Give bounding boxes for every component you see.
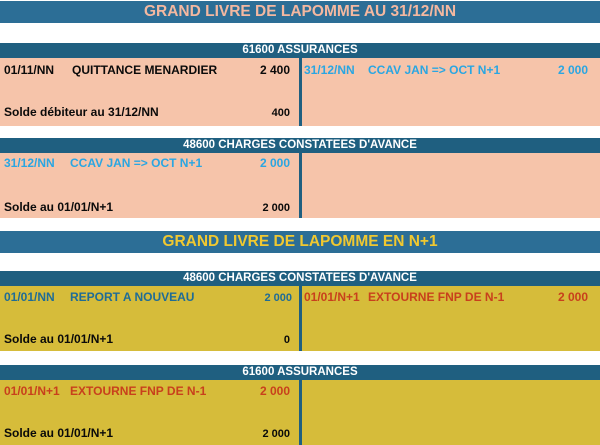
balance-label: Solde au 01/01/N+1 <box>4 426 114 440</box>
debit-label: QUITTANCE MENARDIER <box>72 63 218 77</box>
ledger-48600-year-end <box>0 138 600 218</box>
credit-amount: 2 000 <box>557 290 588 304</box>
debit-amount: 2 000 <box>259 384 290 398</box>
ledger-header: 61600 ASSURANCES <box>0 365 600 380</box>
debit-label: EXTOURNE FNP DE N-1 <box>70 384 207 398</box>
balance-amount: 0 <box>283 334 290 346</box>
balance-amount: 2 000 <box>262 428 290 440</box>
balance-label: Solde au 01/01/N+1 <box>4 200 114 214</box>
ledger-48600-next-year <box>0 271 600 351</box>
ledger-divider <box>299 286 302 351</box>
banner-title-year-end: GRAND LIVRE DE LAPOMME AU 31/12/NN <box>0 1 600 23</box>
banner-title-next-year: GRAND LIVRE DE LAPOMME EN N+1 <box>0 231 600 253</box>
credit-amount: 2 000 <box>557 63 588 77</box>
ledger-header: 48600 CHARGES CONSTATEES D'AVANCE <box>0 271 600 286</box>
debit-date: 01/01/NN <box>4 290 55 304</box>
ledger-61600-year-end <box>0 43 600 126</box>
debit-date: 01/11/NN <box>4 63 55 77</box>
balance-amount: 400 <box>271 107 290 119</box>
ledger-61600-next-year <box>0 365 600 445</box>
credit-date: 31/12/NN <box>304 63 355 77</box>
ledger-divider <box>299 153 302 218</box>
debit-amount: 2 000 <box>264 292 292 304</box>
debit-label: CCAV JAN => OCT N+1 <box>70 156 203 170</box>
debit-date: 01/01/N+1 <box>4 384 60 398</box>
debit-label: REPORT A NOUVEAU <box>70 290 195 304</box>
ledger-divider <box>299 58 302 126</box>
credit-date: 01/01/N+1 <box>304 290 360 304</box>
balance-amount: 2 000 <box>262 202 290 214</box>
ledger-header: 61600 ASSURANCES <box>0 43 600 58</box>
debit-amount: 2 400 <box>259 63 290 77</box>
balance-label: Solde débiteur au 31/12/NN <box>4 105 159 119</box>
credit-label: EXTOURNE FNP DE N-1 <box>368 290 505 304</box>
balance-label: Solde au 01/01/N+1 <box>4 332 114 346</box>
credit-label: CCAV JAN => OCT N+1 <box>368 63 501 77</box>
debit-date: 31/12/NN <box>4 156 55 170</box>
ledger-header: 48600 CHARGES CONSTATEES D'AVANCE <box>0 138 600 153</box>
debit-amount: 2 000 <box>259 156 290 170</box>
ledger-divider <box>299 380 302 445</box>
